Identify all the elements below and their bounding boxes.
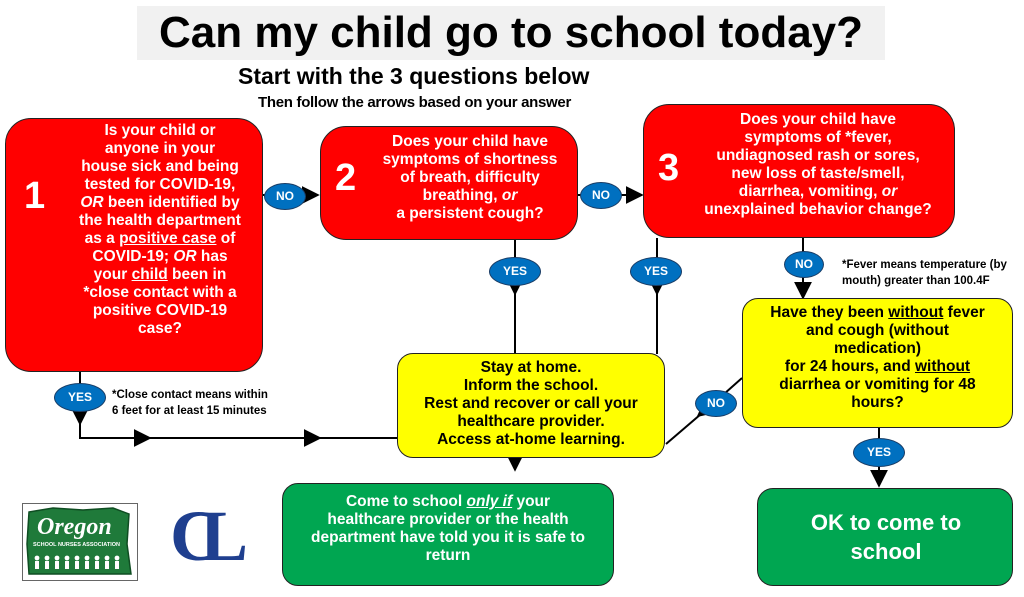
page-title: Can my child go to school today?: [158, 8, 864, 57]
stay-home-box: [397, 353, 665, 458]
line-q1-yes-to-stay-home: [80, 424, 398, 438]
without-fever-question-text: Have they been without fever and cough (without medication) for 24 hours, and without diarrhea or vomiting for 48 hours?: [770, 304, 985, 411]
question-1-text: Is your child or anyone in your house sick and being tested for COVID-19, OR been identified by the health department as a positive case of COVID-19; OR has your child been in *close contact with a positive COVID-19 case?: [79, 122, 241, 337]
question-2-text: Does your child have symptoms of shortness of breath, difficulty breathing, or a persistent cough?: [382, 133, 558, 222]
answer-yes-q1: YES: [54, 383, 106, 412]
answer-yes-fever: YES: [853, 438, 905, 467]
answer-no-fever: NO: [695, 390, 737, 417]
question-2-number: 2: [335, 157, 357, 199]
question-3-number: 3: [658, 147, 680, 189]
oregon-logo-subtext: SCHOOL NURSES ASSOCIATION: [33, 542, 120, 548]
answer-no-q1: NO: [264, 183, 306, 210]
cl-logo: CL: [170, 496, 227, 576]
come-to-school-if-text: Come to school only if your healthcare provider or the health department have told you it is safe to return: [311, 493, 585, 564]
question-2-box: [320, 126, 578, 240]
stay-home-text: Stay at home. Inform the school. Rest and recover or call your healthcare provider. Access at-home learning.: [424, 359, 638, 448]
fever-note: *Fever means temperature (by mouth) greater than 100.4F: [842, 259, 1007, 287]
question-3-text: Does your child have symptoms of *fever, undiagnosed rash or sores, new loss of taste/smell, diarrhea, vomiting, or unexplained behavior change?: [704, 111, 932, 218]
ok-to-come-text: OK to come to school: [810, 510, 962, 564]
without-fever-question-box: [742, 298, 1013, 428]
answer-yes-q2: YES: [489, 257, 541, 286]
question-1-box: [5, 118, 263, 372]
page-instructions: Then follow the arrows based on your answer: [258, 94, 571, 111]
answer-yes-q3: YES: [630, 257, 682, 286]
answer-no-q3: NO: [784, 251, 824, 278]
question-1-number: 1: [24, 175, 46, 217]
oregon-logo-word: Oregon: [37, 514, 112, 540]
close-contact-note: *Close contact means within 6 feet for at least 15 minutes: [112, 389, 268, 417]
question-3-box: [643, 104, 955, 238]
answer-no-q2: NO: [580, 182, 622, 209]
ok-to-come-box: [757, 488, 1013, 586]
page-subtitle: Start with the 3 questions below: [238, 63, 590, 89]
come-to-school-if-box: [282, 483, 614, 586]
oregon-school-nurses-logo: [22, 503, 138, 581]
